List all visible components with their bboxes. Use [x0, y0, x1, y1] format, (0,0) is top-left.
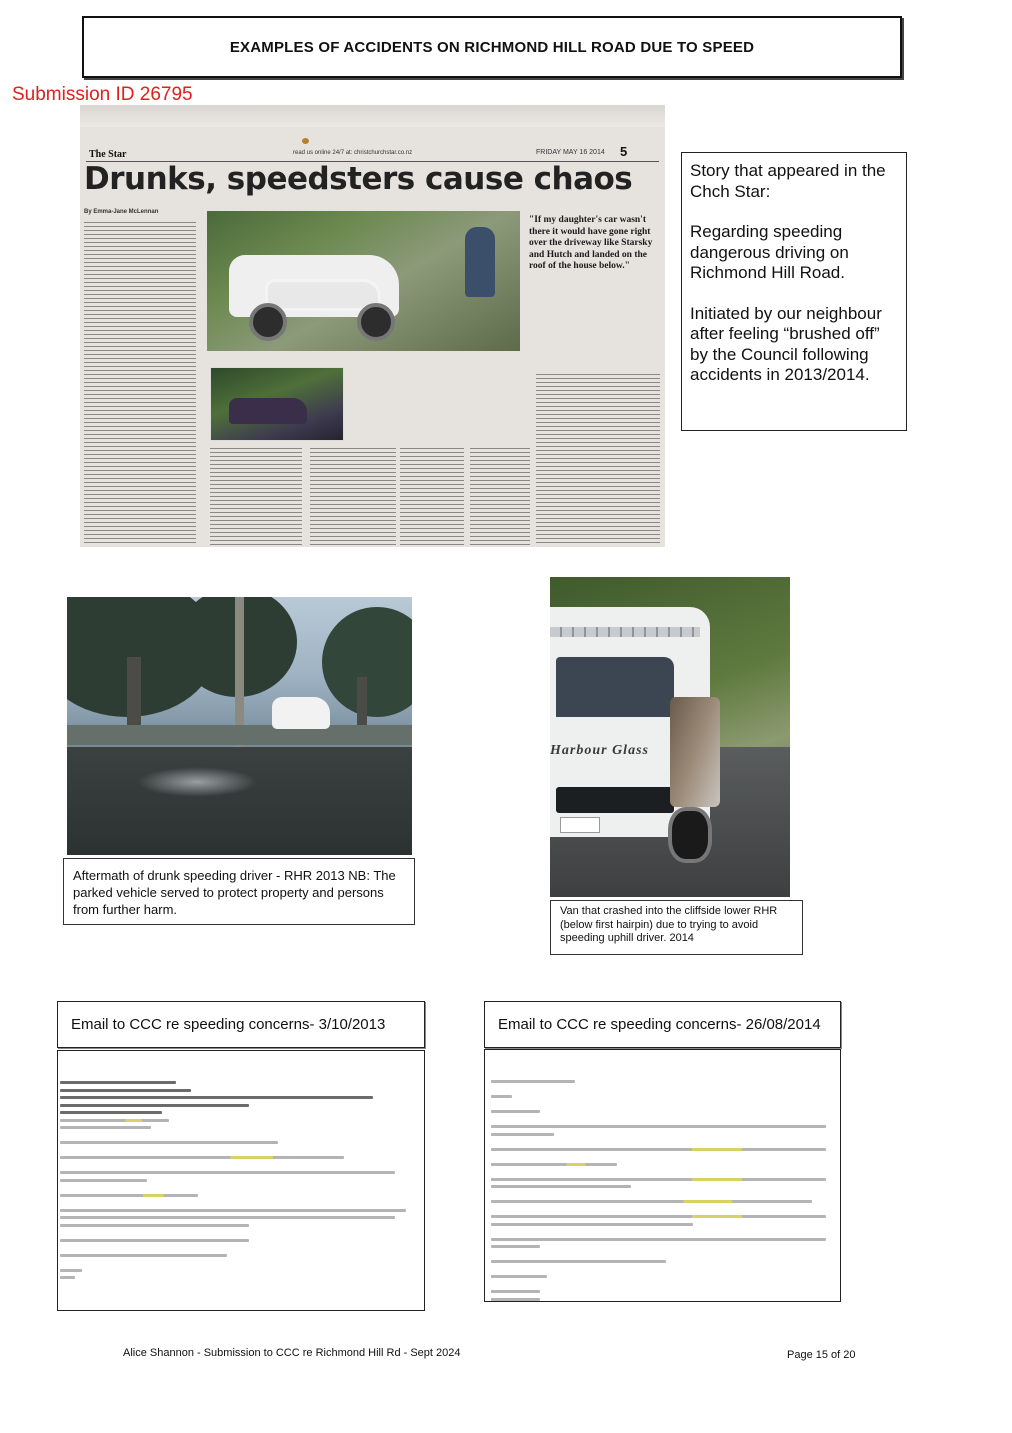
dark-car — [229, 398, 307, 424]
email-line — [491, 1283, 840, 1286]
clipping-edge — [80, 105, 665, 127]
aftermath-photo — [67, 597, 412, 855]
email-line — [491, 1110, 540, 1113]
email-line — [491, 1140, 840, 1143]
email-line — [60, 1089, 191, 1092]
email-line — [491, 1178, 826, 1181]
email-line — [60, 1141, 278, 1144]
email-line — [60, 1171, 395, 1174]
parked-car — [272, 697, 330, 729]
email-line — [491, 1238, 826, 1241]
email-line — [60, 1156, 344, 1159]
roof-rack — [550, 627, 700, 637]
page-title: EXAMPLES OF ACCIDENTS ON RICHMOND HILL ROAD DUE TO SPEED — [82, 16, 902, 78]
road — [67, 747, 412, 855]
email-line — [491, 1230, 840, 1233]
email-line — [491, 1133, 554, 1136]
email-line — [60, 1201, 424, 1204]
email-line — [491, 1298, 540, 1301]
tree-canopy — [322, 607, 412, 717]
email-line — [60, 1269, 82, 1272]
newspaper-headline: Drunks, speedsters cause chaos — [84, 161, 633, 197]
newspaper-date: FRIDAY MAY 16 2014 — [536, 149, 605, 156]
email-line — [60, 1216, 395, 1219]
email-line — [60, 1231, 424, 1234]
email-line — [491, 1155, 840, 1158]
email-line — [60, 1104, 249, 1107]
email-line — [491, 1275, 547, 1278]
article-column — [310, 445, 396, 545]
story-paragraph: Regarding speeding dangerous driving on Richmond Hill Road. — [690, 222, 849, 282]
email-line — [491, 1148, 826, 1151]
story-description-box — [681, 152, 907, 431]
email-line — [60, 1209, 406, 1212]
email-line — [60, 1276, 75, 1279]
email-line — [491, 1170, 840, 1173]
email-line — [491, 1193, 840, 1196]
email-line — [60, 1081, 176, 1084]
article-column — [84, 219, 196, 545]
email-line — [491, 1200, 812, 1203]
email-line — [60, 1111, 162, 1114]
email-line — [491, 1208, 840, 1211]
newspaper-byline: By Emma-Jane McLennan — [84, 209, 159, 215]
newspaper-photo-parked-car — [210, 367, 344, 441]
article-column — [536, 371, 660, 545]
retaining-wall — [67, 725, 412, 745]
wheel — [249, 303, 287, 341]
email-line — [60, 1149, 424, 1152]
email-line — [491, 1103, 840, 1106]
email-line — [491, 1223, 693, 1226]
windshield — [556, 657, 674, 717]
newspaper-clipping — [80, 105, 665, 547]
email-line — [60, 1194, 198, 1197]
email-line — [491, 1118, 840, 1121]
email-line — [60, 1246, 424, 1249]
broken-glass — [137, 767, 257, 797]
van-brand-text: Harbour Glass — [550, 743, 649, 758]
footer-author: Alice Shannon - Submission to CCC re Richmond Hill Rd - Sept 2024 — [123, 1347, 461, 1359]
email-line — [491, 1290, 540, 1293]
email-title-2014: Email to CCC re speeding concerns- 26/08/2014 — [484, 1001, 841, 1048]
email-line — [491, 1260, 666, 1263]
email-line — [60, 1179, 147, 1182]
email-screenshot-2014 — [484, 1049, 841, 1302]
grille — [556, 787, 674, 813]
van-caption: Van that crashed into the cliffside lower RHR (below first hairpin) due to trying to avoid speeding uphill driver. 2014 — [550, 900, 803, 955]
email-line — [60, 1134, 424, 1137]
email-line — [60, 1239, 249, 1242]
email-line — [491, 1245, 540, 1248]
email-line — [60, 1096, 373, 1099]
article-column — [210, 445, 302, 545]
submission-id: Submission ID 26795 — [12, 84, 193, 105]
email-line — [491, 1253, 840, 1256]
email-title-2013: Email to CCC re speeding concerns- 3/10/2013 — [57, 1001, 425, 1048]
story-paragraph: Initiated by our neighbour after feeling “brushed off” by the Council following accidents in 2013/2014. — [690, 303, 882, 384]
email-line — [491, 1268, 840, 1271]
wheel — [668, 807, 712, 863]
newspaper-pull-quote: "If my daughter's car wasn't there it would have gone right over the driveway like Starsky and Hutch and landed on the roof of the house below." — [529, 215, 653, 271]
pin-icon — [302, 138, 309, 144]
email-line — [491, 1088, 840, 1091]
email-line — [60, 1164, 424, 1167]
crashed-van-photo — [550, 577, 790, 897]
newspaper-masthead: The Star — [89, 149, 127, 160]
email-line — [491, 1080, 575, 1083]
email-line — [491, 1095, 512, 1098]
email-line — [60, 1261, 424, 1264]
story-paragraph: Story that appeared in the Chch Star: — [690, 161, 886, 201]
email-line — [491, 1185, 631, 1188]
email-line — [60, 1126, 151, 1129]
email-screenshot-2013 — [57, 1050, 425, 1311]
email-line — [491, 1125, 826, 1128]
aftermath-caption: Aftermath of drunk speeding driver - RHR 2013 NB: The parked vehicle served to protect property and persons from further harm. — [63, 858, 415, 925]
wheel — [357, 303, 395, 341]
email-line — [491, 1215, 826, 1218]
newspaper-photo-crashed-car — [207, 211, 520, 351]
crash-damage — [670, 697, 720, 807]
article-column — [470, 445, 530, 545]
cyclist — [465, 227, 495, 297]
page-number: Page 15 of 20 — [787, 1349, 856, 1361]
newspaper-page-number: 5 — [620, 144, 628, 159]
email-line — [60, 1224, 249, 1227]
license-plate — [560, 817, 600, 833]
email-line — [491, 1163, 617, 1166]
newspaper-website: read us online 24/7 at: christchurchstar.co.nz — [293, 150, 413, 156]
email-line — [60, 1254, 227, 1257]
email-line — [60, 1119, 169, 1122]
article-column — [400, 445, 464, 545]
email-line — [60, 1186, 424, 1189]
